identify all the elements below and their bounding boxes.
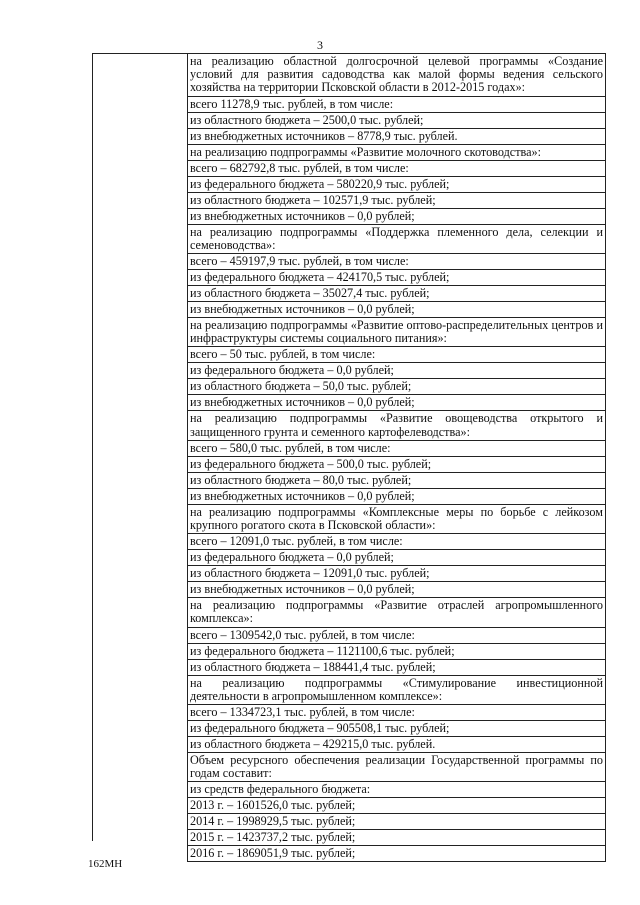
table-row: 2016 г. – 1869051,9 тыс. рублей;: [188, 846, 605, 862]
table-row: 2015 г. – 1423737,2 тыс. рублей;: [188, 830, 605, 846]
table-row: из областного бюджета – 188441,4 тыс. рублей;: [188, 660, 605, 676]
table-row: из областного бюджета – 2500,0 тыс. рублей;: [188, 113, 605, 129]
table-row: из внебюджетных источников – 0,0 рублей;: [188, 582, 605, 598]
table-row: из федерального бюджета – 1121100,6 тыс. рублей;: [188, 644, 605, 660]
table-row: на реализацию подпрограммы «Комплексные меры по борьбе с лейкозом крупного рогатого скота в Псковской области»:: [188, 505, 605, 534]
table-row: из областного бюджета – 102571,9 тыс. рублей;: [188, 193, 605, 209]
table-row: всего 11278,9 тыс. рублей, в том числе:: [188, 97, 605, 113]
table-row: из федерального бюджета – 905508,1 тыс. рублей;: [188, 721, 605, 737]
table-row: на реализацию подпрограммы «Развитие отраслей агропромышленного комплекса»:: [188, 598, 605, 627]
table-row: на реализацию подпрограммы «Поддержка племенного дела, селекции и семеноводства»:: [188, 225, 605, 254]
table-row: на реализацию подпрограммы «Развитие овощеводства открытого и защищенного грунта и семенного картофелеводства»:: [188, 411, 605, 440]
table-row: Объем ресурсного обеспечения реализации Государственной программы по годам составит:: [188, 753, 605, 782]
table-row: из внебюджетных источников – 0,0 рублей;: [188, 302, 605, 318]
table-row: всего – 12091,0 тыс. рублей, в том числе:: [188, 534, 605, 550]
table-row: из федерального бюджета – 500,0 тыс. рублей;: [188, 457, 605, 473]
table-row: всего – 50 тыс. рублей, в том числе:: [188, 347, 605, 363]
table-row: всего – 682792,8 тыс. рублей, в том числе:: [188, 161, 605, 177]
table-row: из областного бюджета – 429215,0 тыс. рублей.: [188, 737, 605, 753]
table-row: из средств федерального бюджета:: [188, 782, 605, 798]
table-row: из областного бюджета – 12091,0 тыс. рублей;: [188, 566, 605, 582]
table-row: всего – 459197,9 тыс. рублей, в том числе:: [188, 254, 605, 270]
table-row: на реализацию подпрограммы «Развитие оптово-распределительных центров и инфраструктуры системы социального питания»:: [188, 318, 605, 347]
table-row: 2013 г. – 1601526,0 тыс. рублей;: [188, 798, 605, 814]
table-row: на реализацию областной долгосрочной целевой программы «Создание условий для развития садоводства как малой формы ведения сельского хозяйства на территории Псковской области в 2012-2015 годах»:: [188, 54, 605, 97]
table-row: из областного бюджета – 80,0 тыс. рублей;: [188, 473, 605, 489]
table-row: из внебюджетных источников – 0,0 рублей;: [188, 209, 605, 225]
table-row: из федерального бюджета – 0,0 рублей;: [188, 550, 605, 566]
table-row: на реализацию подпрограммы «Развитие молочного скотоводства»:: [188, 145, 605, 161]
table-left-column: [92, 53, 188, 841]
table-row: из федерального бюджета – 0,0 рублей;: [188, 363, 605, 379]
table-row: из областного бюджета – 35027,4 тыс. рублей;: [188, 286, 605, 302]
table-row: из федерального бюджета – 580220,9 тыс. рублей;: [188, 177, 605, 193]
table-row: всего – 1334723,1 тыс. рублей, в том числе:: [188, 705, 605, 721]
page-number: 3: [317, 38, 323, 52]
table-row: всего – 1309542,0 тыс. рублей, в том числе:: [188, 628, 605, 644]
table-row: из федерального бюджета – 424170,5 тыс. рублей;: [188, 270, 605, 286]
table-row: из внебюджетных источников – 8778,9 тыс. рублей.: [188, 129, 605, 145]
table-row: из внебюджетных источников – 0,0 рублей;: [188, 489, 605, 505]
table-row: всего – 580,0 тыс. рублей, в том числе:: [188, 441, 605, 457]
table-row: 2014 г. – 1998929,5 тыс. рублей;: [188, 814, 605, 830]
table-content-column: [187, 53, 606, 862]
document-code: 162МН: [88, 858, 123, 870]
table-row: на реализацию подпрограммы «Стимулирование инвестиционной деятельности в агропромышленном комплексе»:: [188, 676, 605, 705]
table-row: из внебюджетных источников – 0,0 рублей;: [188, 395, 605, 411]
table-row: из областного бюджета – 50,0 тыс. рублей;: [188, 379, 605, 395]
